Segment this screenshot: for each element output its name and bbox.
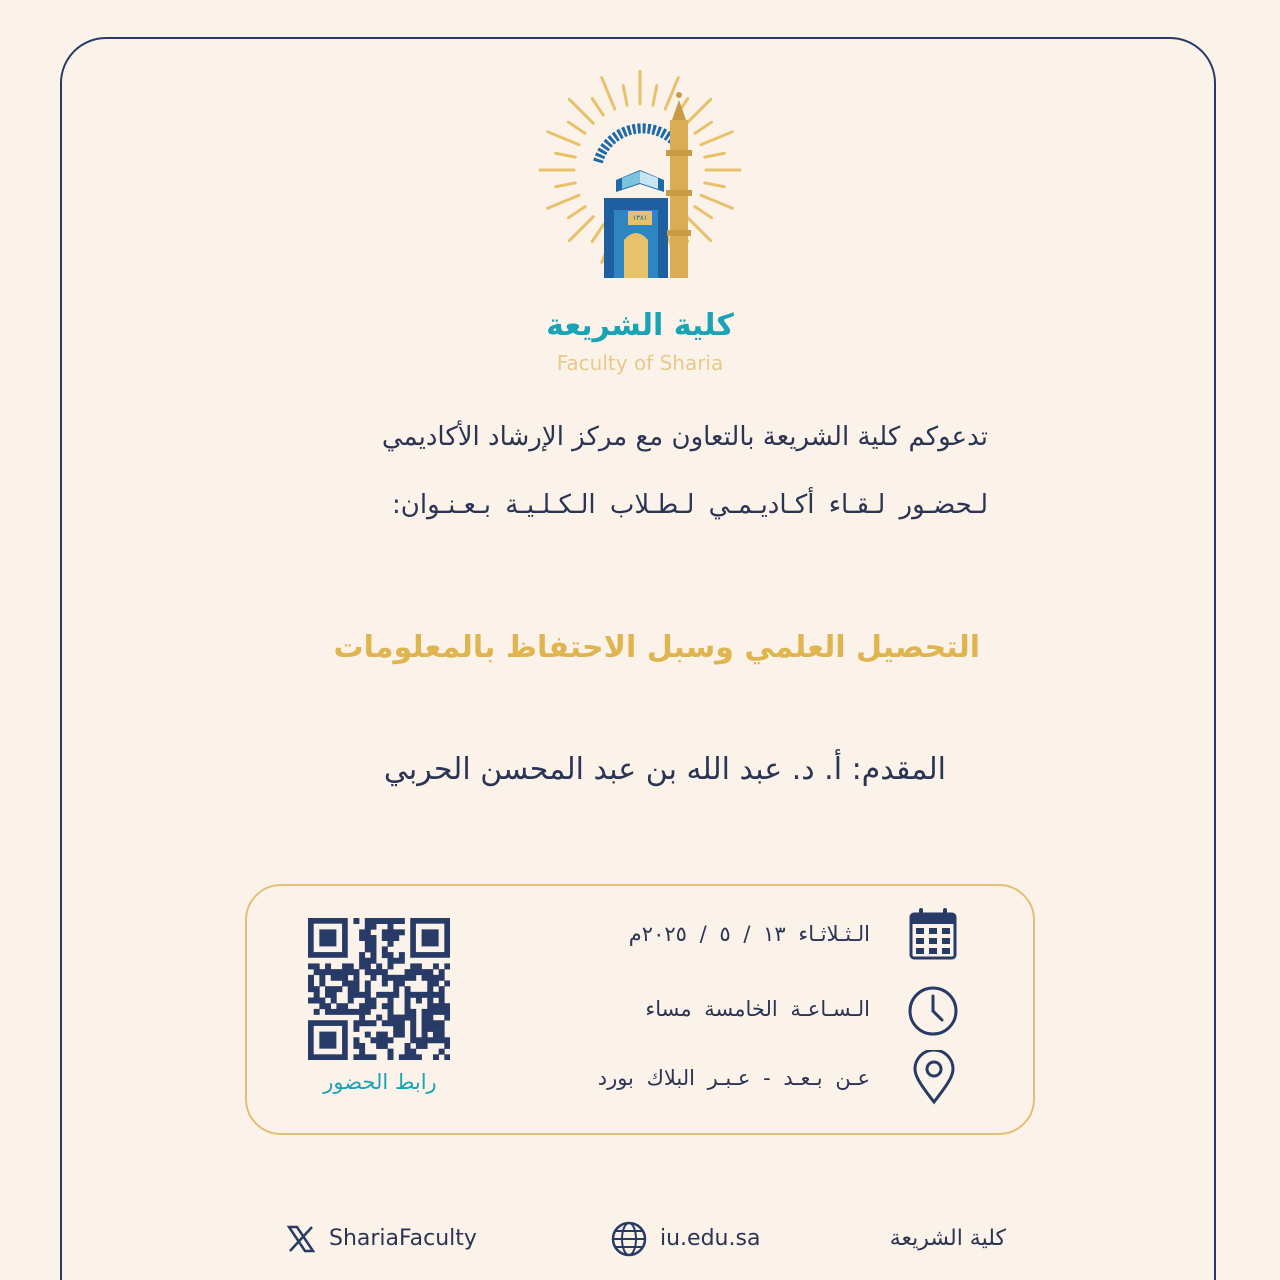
footer-faculty [860,1223,1006,1255]
attendance-link-label[interactable]: رابط الحضور [323,1070,437,1094]
calendar-icon [906,906,960,962]
qr-code[interactable] [308,918,450,1060]
faculty-name-ar: كلية الشريعة [546,308,734,343]
clock-icon [906,984,960,1038]
presenter: المقدم: أ. د. عبد الله بن عبد المحسن الحربي [383,752,946,787]
invitation-line-2: لـحضـور لـقـاء أكـاديـمـي لـطـلاب الـكـلـيـة بـعـنـوان: [392,490,988,520]
x-handle-text: ShariaFaculty [329,1226,477,1251]
globe-icon [610,1220,648,1258]
event-time: الـسـاعـة الخامسة مساء [645,997,870,1021]
footer-faculty-text: كلية الشريعة [889,1226,1006,1251]
website-text: iu.edu.sa [660,1226,761,1251]
location-pin-icon [910,1050,958,1106]
invitation-line-1: تدعوكم كلية الشريعة بالتعاون مع مركز الإرشاد الأكاديمي [381,422,988,452]
event-title: التحصيل العلمي وسبل الاحتفاظ بالمعلومات [333,630,980,665]
seal-year-hijri: ١٣٨١ [632,214,648,222]
x-logo-icon [285,1223,317,1255]
event-location: عـن بـعـد - عـبـر البلاك بورد [597,1066,870,1090]
faculty-name-en: Faculty of Sharia [556,351,724,375]
footer-website[interactable] [610,1223,760,1255]
footer-x-handle[interactable] [285,1223,477,1255]
university-logo [530,70,750,290]
event-date: الـثـلاثـاء ١٣ / ٥ / ٢٠٢٥م [628,922,870,946]
